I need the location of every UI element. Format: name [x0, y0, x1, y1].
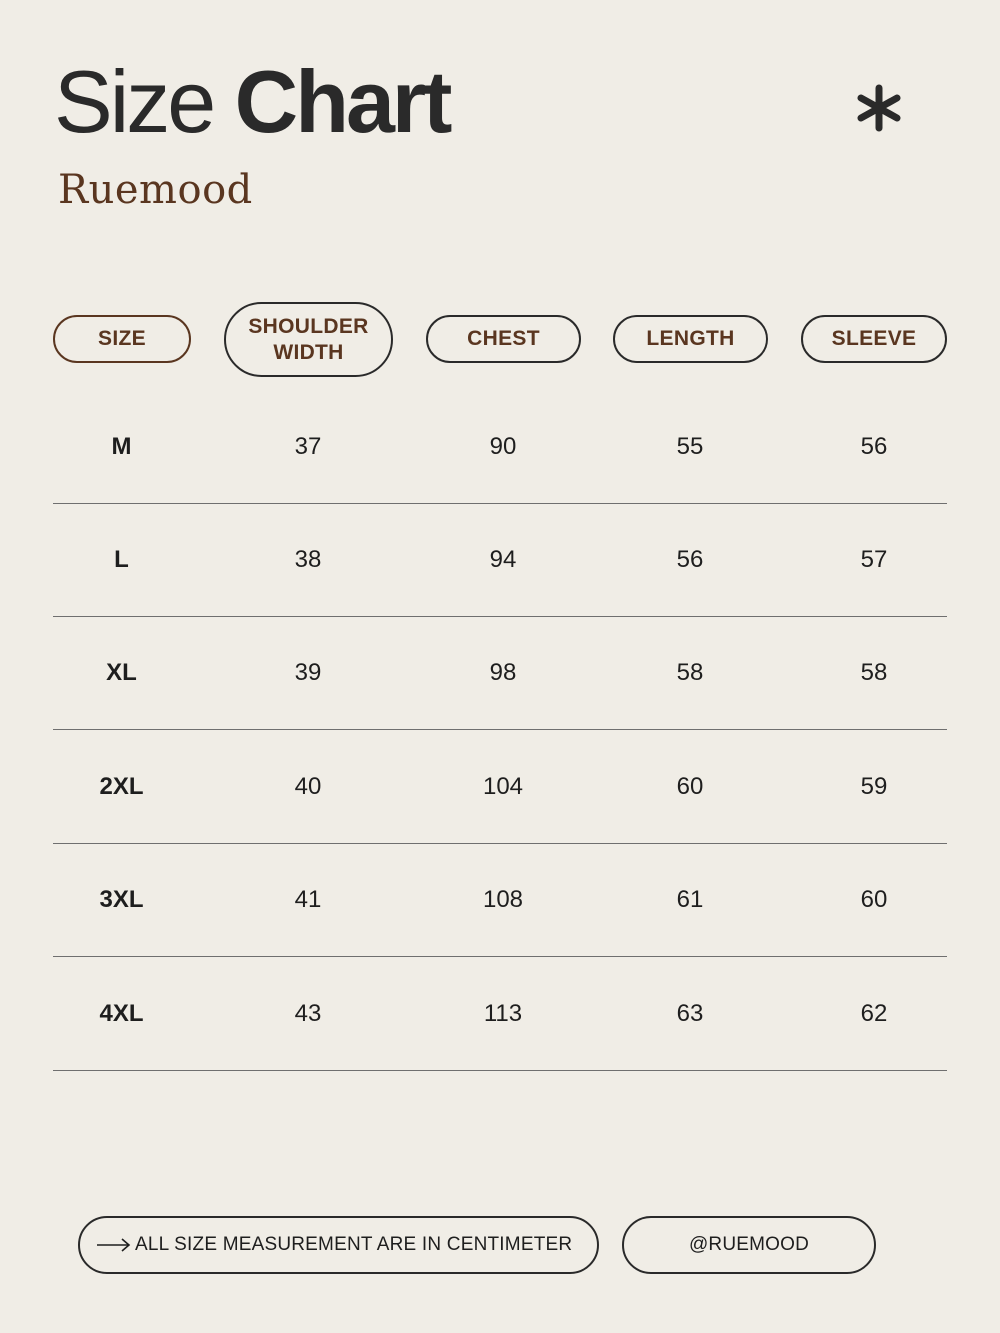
column-header-chest [426, 315, 581, 363]
title-light: Size [54, 52, 214, 151]
column-header-label: LENGTH [646, 327, 735, 350]
column-header-label: SHOULDER [248, 314, 369, 338]
chest-cell: 108 [482, 886, 524, 913]
title-bold: Chart [234, 52, 450, 151]
shoulder-width-cell: 40 [294, 773, 322, 800]
chest-cell: 104 [482, 773, 524, 800]
length-cell: 63 [676, 1000, 704, 1027]
shoulder-width-cell: 37 [294, 433, 322, 460]
page-title [54, 52, 449, 152]
brand-name: Ruemood [58, 167, 253, 213]
arrow-right-icon [96, 1238, 132, 1252]
social-handle-text: @RUEMOOD [688, 1234, 810, 1255]
column-header-size [53, 315, 191, 363]
column-header-length [613, 315, 768, 363]
size-cell: L [114, 546, 129, 573]
table-row [53, 391, 947, 504]
table-row [53, 504, 947, 617]
shoulder-width-cell: 38 [294, 546, 322, 573]
sleeve-cell: 58 [860, 659, 888, 686]
length-cell: 61 [676, 886, 704, 913]
length-cell: 60 [676, 773, 704, 800]
sleeve-cell: 59 [860, 773, 888, 800]
measurement-note [78, 1216, 599, 1274]
chest-cell: 90 [489, 433, 517, 460]
size-cell: 2XL [99, 773, 144, 800]
sleeve-cell: 62 [860, 1000, 888, 1027]
column-header-label: CHEST [467, 327, 540, 350]
table-row [53, 731, 947, 844]
table-row [53, 617, 947, 730]
asterisk-icon [853, 82, 905, 134]
chest-cell: 94 [489, 546, 517, 573]
sleeve-cell: 57 [860, 546, 888, 573]
length-cell: 56 [676, 546, 704, 573]
sleeve-cell: 56 [860, 433, 888, 460]
table-row [53, 844, 947, 957]
social-handle [622, 1216, 876, 1274]
column-header-sleeve [801, 315, 947, 363]
column-header-label-line2: WIDTH [273, 340, 344, 364]
size-cell: M [111, 433, 132, 460]
chest-cell: 113 [483, 1000, 523, 1027]
size-cell: 3XL [99, 886, 144, 913]
measurement-note-text: ALL SIZE MEASUREMENT ARE IN CENTIMETER [135, 1234, 573, 1255]
shoulder-width-cell: 39 [294, 659, 322, 686]
length-cell: 55 [676, 433, 704, 460]
shoulder-width-cell: 41 [294, 886, 322, 913]
column-header-shoulder-width [224, 302, 393, 377]
column-header-label: SIZE [98, 327, 146, 350]
size-cell: XL [106, 659, 137, 686]
shoulder-width-cell: 43 [294, 1000, 322, 1027]
chest-cell: 98 [489, 659, 517, 686]
size-cell: 4XL [99, 1000, 144, 1027]
table-row [53, 958, 947, 1071]
column-header-label: SLEEVE [831, 327, 917, 350]
length-cell: 58 [676, 659, 704, 686]
sleeve-cell: 60 [860, 886, 888, 913]
